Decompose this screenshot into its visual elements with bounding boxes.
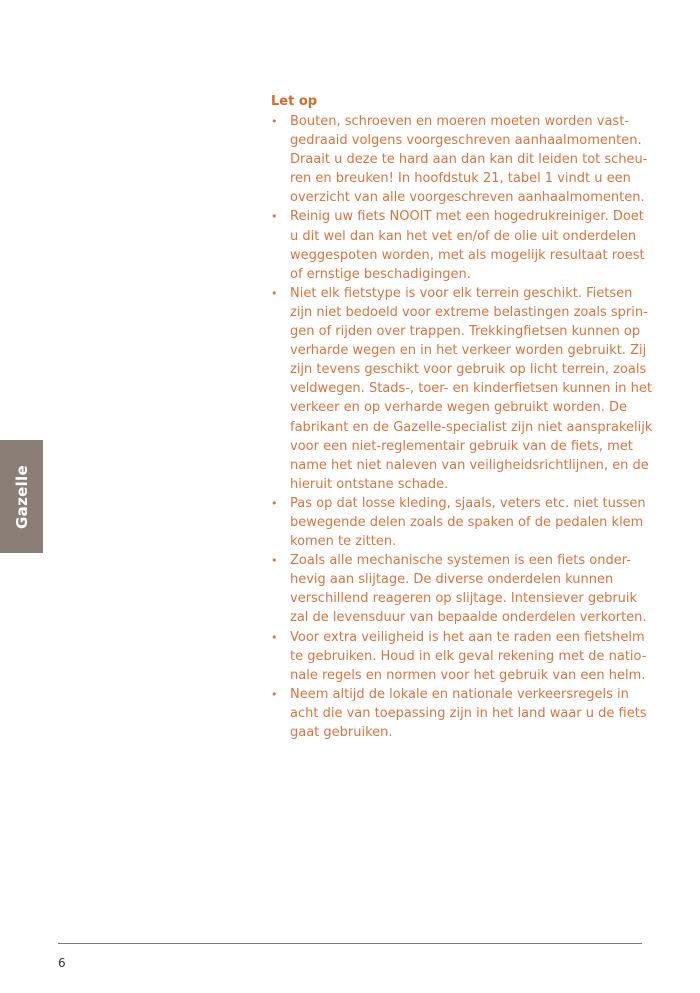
brand-side-tab-label: Gazelle xyxy=(12,464,31,529)
bullet-text-line: voor een niet-reglementair gebruik van de fiets, met xyxy=(290,438,633,454)
bullet-dot-icon: • xyxy=(271,630,278,644)
bullet-text-line: gedraaid volgens voorgeschreven aanhaalmomenten. xyxy=(290,133,642,149)
bullet-text-line: verkeer en op verharde wegen gebruikt worden. De xyxy=(290,400,627,416)
bullet-text-line: of ernstige beschadigingen. xyxy=(290,266,471,282)
bullet-text-line: Zoals alle mechanische systemen is een fiets onder- xyxy=(290,553,631,569)
bullet-text-line: Pas op dat losse kleding, sjaals, veters etc. niet tussen xyxy=(290,495,646,511)
bullet-item xyxy=(271,207,646,283)
bullet-text-line: ren en breuken! In hoofdstuk 21, tabel 1 vindt u een xyxy=(290,171,631,187)
bullet-text-line: zijn tevens geschikt voor gebruik op licht terrein, zoals xyxy=(290,362,647,378)
bullet-text-line: zal de levensduur van bepaalde onderdelen verkorten. xyxy=(290,610,647,626)
bullet-item xyxy=(271,284,653,494)
bullet-text-line: Bouten, schroeven en moeren moeten worden vast- xyxy=(290,114,629,129)
footer-divider xyxy=(58,943,642,944)
bullet-dot-icon: • xyxy=(271,115,278,128)
bullet-text-line: veldwegen. Stads-, toer- en kinderfietsen kunnen in het xyxy=(290,381,652,397)
bullet-text-line: hieruit ontstane schade. xyxy=(290,476,449,492)
bullet-dot-icon: • xyxy=(271,496,278,510)
safety-section xyxy=(271,92,653,742)
brand-side-tab xyxy=(0,440,43,553)
bullet-dot-icon: • xyxy=(271,554,278,568)
bullet-text-line: zijn niet bedoeld voor extreme belastingen zoals sprin- xyxy=(290,304,648,320)
bullet-text-line: gaat gebruiken. xyxy=(290,725,393,740)
bullet-text-line: gen of rijden over trappen. Trekkingfietsen kunnen op xyxy=(290,324,641,340)
bullet-text-line: Niet elk fietstype is voor elk terrein geschikt. Fietsen xyxy=(290,285,633,301)
bullet-text-line: weggespoten worden, met als mogelijk resultaat roest xyxy=(290,247,645,263)
bullet-dot-icon: • xyxy=(271,286,278,300)
bullet-item xyxy=(271,551,646,627)
bullet-text-line: verharde wegen en in het verkeer worden gebruikt. Zij xyxy=(290,343,647,359)
bullet-text-line: Draait u deze te hard aan dan kan dit leiden tot scheu- xyxy=(290,152,648,168)
bullet-item xyxy=(271,112,646,207)
section-heading: Let op xyxy=(271,94,318,109)
bullet-dot-icon: • xyxy=(271,687,278,701)
bullet-text-line: acht die van toepassing zijn in het land waar u de fiets xyxy=(290,705,647,721)
page-number: 6 xyxy=(58,956,66,970)
bullet-text-line: u dit wel dan kan het vet en/of de olie uit onderdelen xyxy=(290,228,637,244)
bullet-text-line: komen te zitten. xyxy=(290,534,397,550)
bullet-text-line: bewegende delen zoals de spaken of de pedalen klem xyxy=(290,514,644,530)
bullet-text-line: name het niet naleven van veiligheidsrichtlijnen, en de xyxy=(290,457,649,473)
bullet-list xyxy=(271,112,653,742)
bullet-item xyxy=(271,494,646,551)
bullet-text-line: verschillend reageren op slijtage. Intensiever gebruik xyxy=(290,591,638,607)
bullet-text-line: nale regels en normen voor het gebruik van een helm. xyxy=(290,667,646,683)
bullet-text-line: fabrikant en de Gazelle-specialist zijn niet aansprakelijk xyxy=(290,419,653,435)
bullet-text-line: Voor extra veiligheid is het aan te raden een fietshelm xyxy=(290,629,645,645)
bullet-text-line: te gebruiken. Houd in elk geval rekening met de natio- xyxy=(290,648,647,664)
bullet-text-line: Reinig uw fiets NOOIT met een hogedrukreiniger. Doet xyxy=(290,209,644,225)
bullet-text-line: hevig aan slijtage. De diverse onderdelen kunnen xyxy=(290,572,614,588)
bullet-text-line: Neem altijd de lokale en nationale verkeersregels in xyxy=(290,686,629,702)
bullet-dot-icon: • xyxy=(271,210,278,224)
bullet-text-line: overzicht van alle voorgeschreven aanhaalmomenten. xyxy=(290,190,645,206)
bullet-item xyxy=(271,628,646,685)
bullet-item xyxy=(271,685,646,742)
